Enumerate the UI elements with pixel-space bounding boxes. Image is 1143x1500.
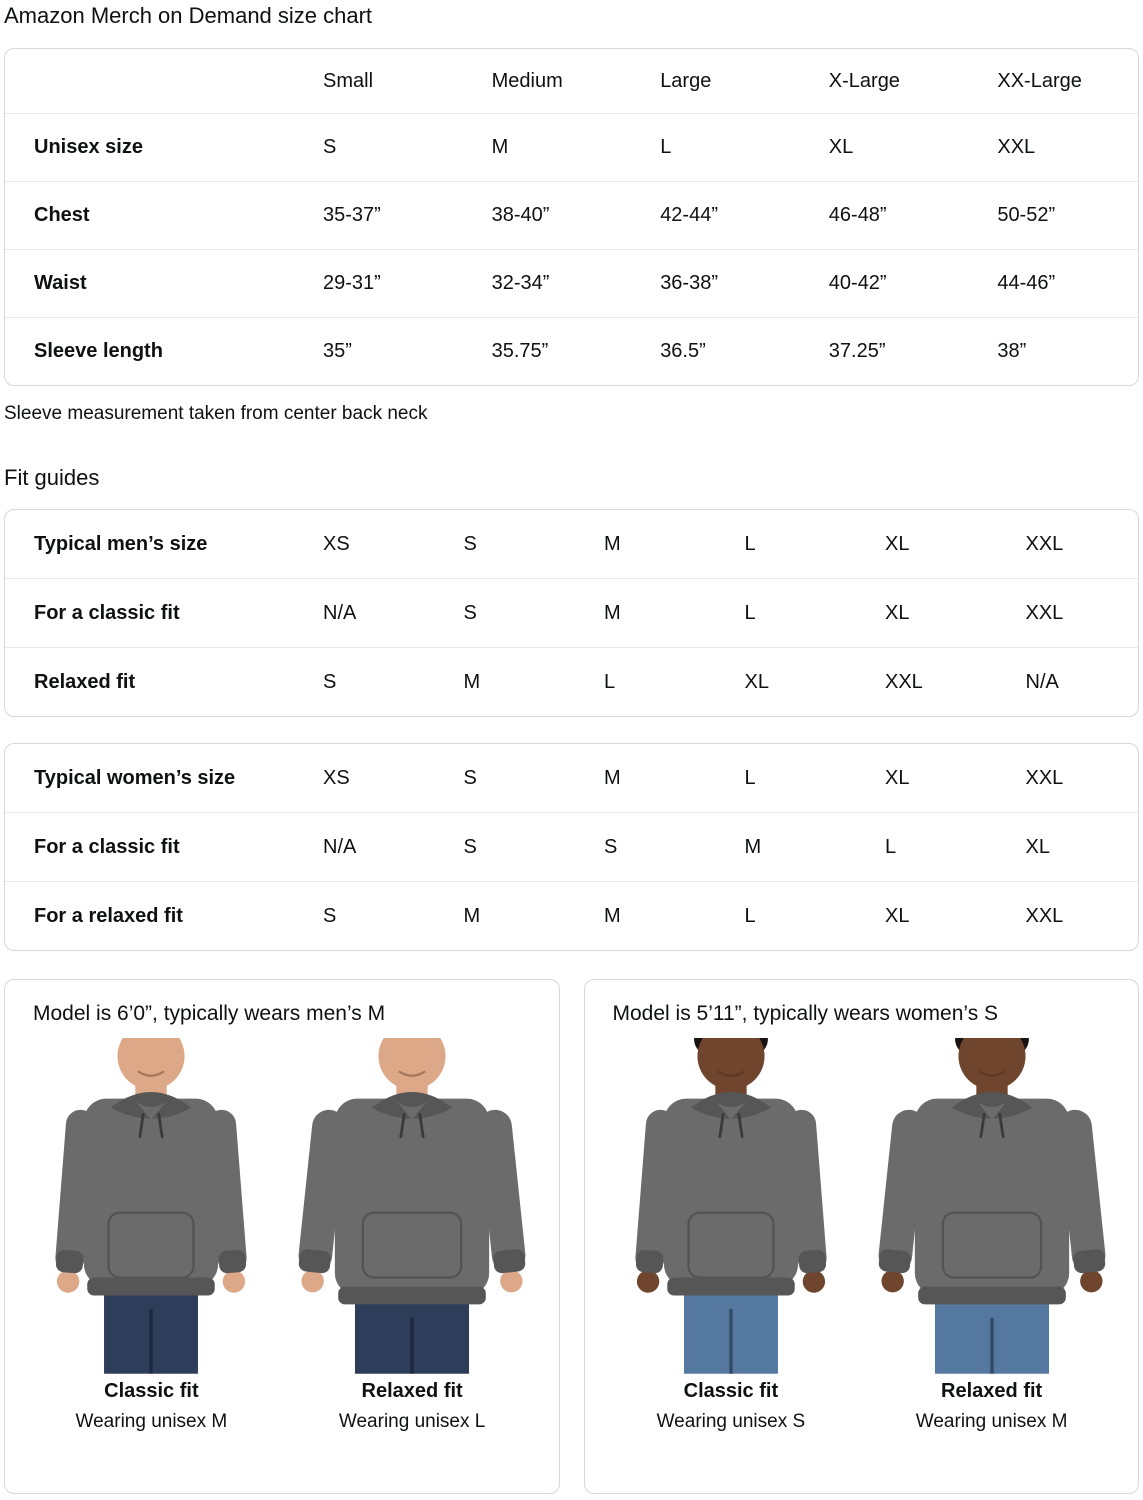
model-card-heading: Model is 5’11”, typically wears women’s S xyxy=(612,1002,999,1026)
table-cell: 40-42” xyxy=(801,249,970,317)
model-card-men xyxy=(4,979,560,1494)
table-cell: XL xyxy=(885,532,910,555)
fit-label: Relaxed fit xyxy=(941,1380,1043,1403)
table-cell: XS xyxy=(323,532,350,555)
table-cell: L xyxy=(744,766,756,789)
wearing-label: Wearing unisex S xyxy=(656,1411,806,1433)
table-cell: L xyxy=(632,113,801,181)
row-label: Waist xyxy=(5,249,295,317)
table-cell: 32-34” xyxy=(464,249,633,317)
fit-label: Classic fit xyxy=(104,1380,199,1403)
wearing-label: Wearing unisex M xyxy=(75,1411,228,1433)
row-label: Unisex size xyxy=(5,113,295,181)
table-cell: 38-40” xyxy=(464,181,633,249)
column-header-x-large: X-Large xyxy=(828,69,900,92)
table-row-typical-mens-size xyxy=(5,510,1138,578)
table-cell: M xyxy=(604,532,621,555)
table-cell: XL xyxy=(857,578,998,647)
fit-label: Relaxed fit xyxy=(361,1380,463,1403)
model-photo xyxy=(601,1038,862,1374)
table-cell: S xyxy=(463,766,477,789)
column-header-xx-large: XX-Large xyxy=(997,69,1082,92)
table-cell: N/A xyxy=(295,812,436,881)
table-row-mens-classic-fit xyxy=(5,578,1138,647)
table-cell: L xyxy=(717,881,858,950)
model-figure-classic xyxy=(21,1038,282,1433)
table-cell: 35-37” xyxy=(295,181,464,249)
column-header-large: Large xyxy=(660,69,712,92)
table-cell: XXL xyxy=(969,113,1138,181)
table-row-unisex-size xyxy=(5,113,1138,181)
column-header-medium: Medium xyxy=(491,69,563,92)
table-row-typical-womens-size xyxy=(5,744,1138,812)
table-row-chest xyxy=(5,181,1138,249)
table-row-waist xyxy=(5,249,1138,317)
table-cell: M xyxy=(576,578,717,647)
table-cell: XXL xyxy=(998,881,1139,950)
table-cell: M xyxy=(436,647,577,716)
womens-fit-guide-table xyxy=(4,743,1139,951)
table-cell: 36.5” xyxy=(632,317,801,385)
table-cell: S xyxy=(295,113,464,181)
fit-label: Classic fit xyxy=(683,1380,779,1403)
model-figure-relaxed xyxy=(282,1038,543,1433)
row-label: Typical women’s size xyxy=(34,766,236,789)
model-figure-relaxed xyxy=(861,1038,1122,1433)
table-cell: M xyxy=(464,113,633,181)
table-row-womens-classic-fit xyxy=(5,812,1138,881)
table-cell: N/A xyxy=(998,647,1139,716)
model-photo xyxy=(21,1038,282,1374)
page-title: Amazon Merch on Demand size chart xyxy=(4,3,373,28)
table-cell: 37.25” xyxy=(801,317,970,385)
table-cell: XL xyxy=(885,766,910,789)
row-label: For a relaxed fit xyxy=(5,881,295,950)
column-header-small: Small xyxy=(323,69,374,92)
fit-guides-heading: Fit guides xyxy=(4,465,100,491)
table-cell: S xyxy=(436,578,577,647)
row-label: Sleeve length xyxy=(5,317,295,385)
table-cell: M xyxy=(604,766,621,789)
row-label: Relaxed fit xyxy=(5,647,295,716)
model-card-women xyxy=(584,979,1140,1494)
table-cell: XXL xyxy=(1025,766,1064,789)
table-cell: XL xyxy=(998,812,1139,881)
table-cell: 35” xyxy=(295,317,464,385)
table-cell: 42-44” xyxy=(632,181,801,249)
table-cell: S xyxy=(295,647,436,716)
table-cell: S xyxy=(576,812,717,881)
table-cell: N/A xyxy=(295,578,436,647)
table-cell: 44-46” xyxy=(969,249,1138,317)
table-cell: L xyxy=(576,647,717,716)
size-table-corner-cell xyxy=(5,49,295,113)
table-cell: XL xyxy=(857,881,998,950)
table-cell: XS xyxy=(323,766,350,789)
wearing-label: Wearing unisex L xyxy=(338,1411,486,1433)
table-row-womens-relaxed-fit xyxy=(5,881,1138,950)
wearing-label: Wearing unisex M xyxy=(915,1411,1068,1433)
table-cell: 35.75” xyxy=(464,317,633,385)
table-cell: XXL xyxy=(857,647,998,716)
row-label: Chest xyxy=(5,181,295,249)
model-fit-cards xyxy=(4,979,1139,1494)
size-table-header-row xyxy=(5,49,1138,113)
table-cell: 50-52” xyxy=(969,181,1138,249)
table-cell: L xyxy=(857,812,998,881)
table-cell: 38” xyxy=(969,317,1138,385)
model-photo xyxy=(282,1038,543,1374)
table-cell: L xyxy=(744,532,756,555)
model-figure-classic xyxy=(601,1038,862,1433)
table-row-mens-relaxed-fit xyxy=(5,647,1138,716)
table-cell: S xyxy=(436,812,577,881)
table-cell: 36-38” xyxy=(632,249,801,317)
size-chart-table xyxy=(4,48,1139,386)
row-label: For a classic fit xyxy=(5,578,295,647)
model-photo xyxy=(861,1038,1122,1374)
table-cell: 29-31” xyxy=(295,249,464,317)
table-cell: XL xyxy=(717,647,858,716)
table-cell: L xyxy=(717,578,858,647)
table-cell: M xyxy=(717,812,858,881)
table-row-sleeve-length xyxy=(5,317,1138,385)
row-label: Typical men’s size xyxy=(34,532,208,555)
table-cell: XXL xyxy=(1025,532,1064,555)
table-cell: M xyxy=(436,881,577,950)
table-cell: XXL xyxy=(998,578,1139,647)
row-label: For a classic fit xyxy=(5,812,295,881)
sleeve-measurement-note: Sleeve measurement taken from center back neck xyxy=(4,403,428,425)
table-cell: S xyxy=(295,881,436,950)
table-cell: 46-48” xyxy=(801,181,970,249)
model-card-heading: Model is 6’0”, typically wears men’s M xyxy=(33,1002,386,1026)
table-cell: M xyxy=(576,881,717,950)
table-cell: XL xyxy=(801,113,970,181)
table-cell: S xyxy=(463,532,477,555)
mens-fit-guide-table xyxy=(4,509,1139,717)
